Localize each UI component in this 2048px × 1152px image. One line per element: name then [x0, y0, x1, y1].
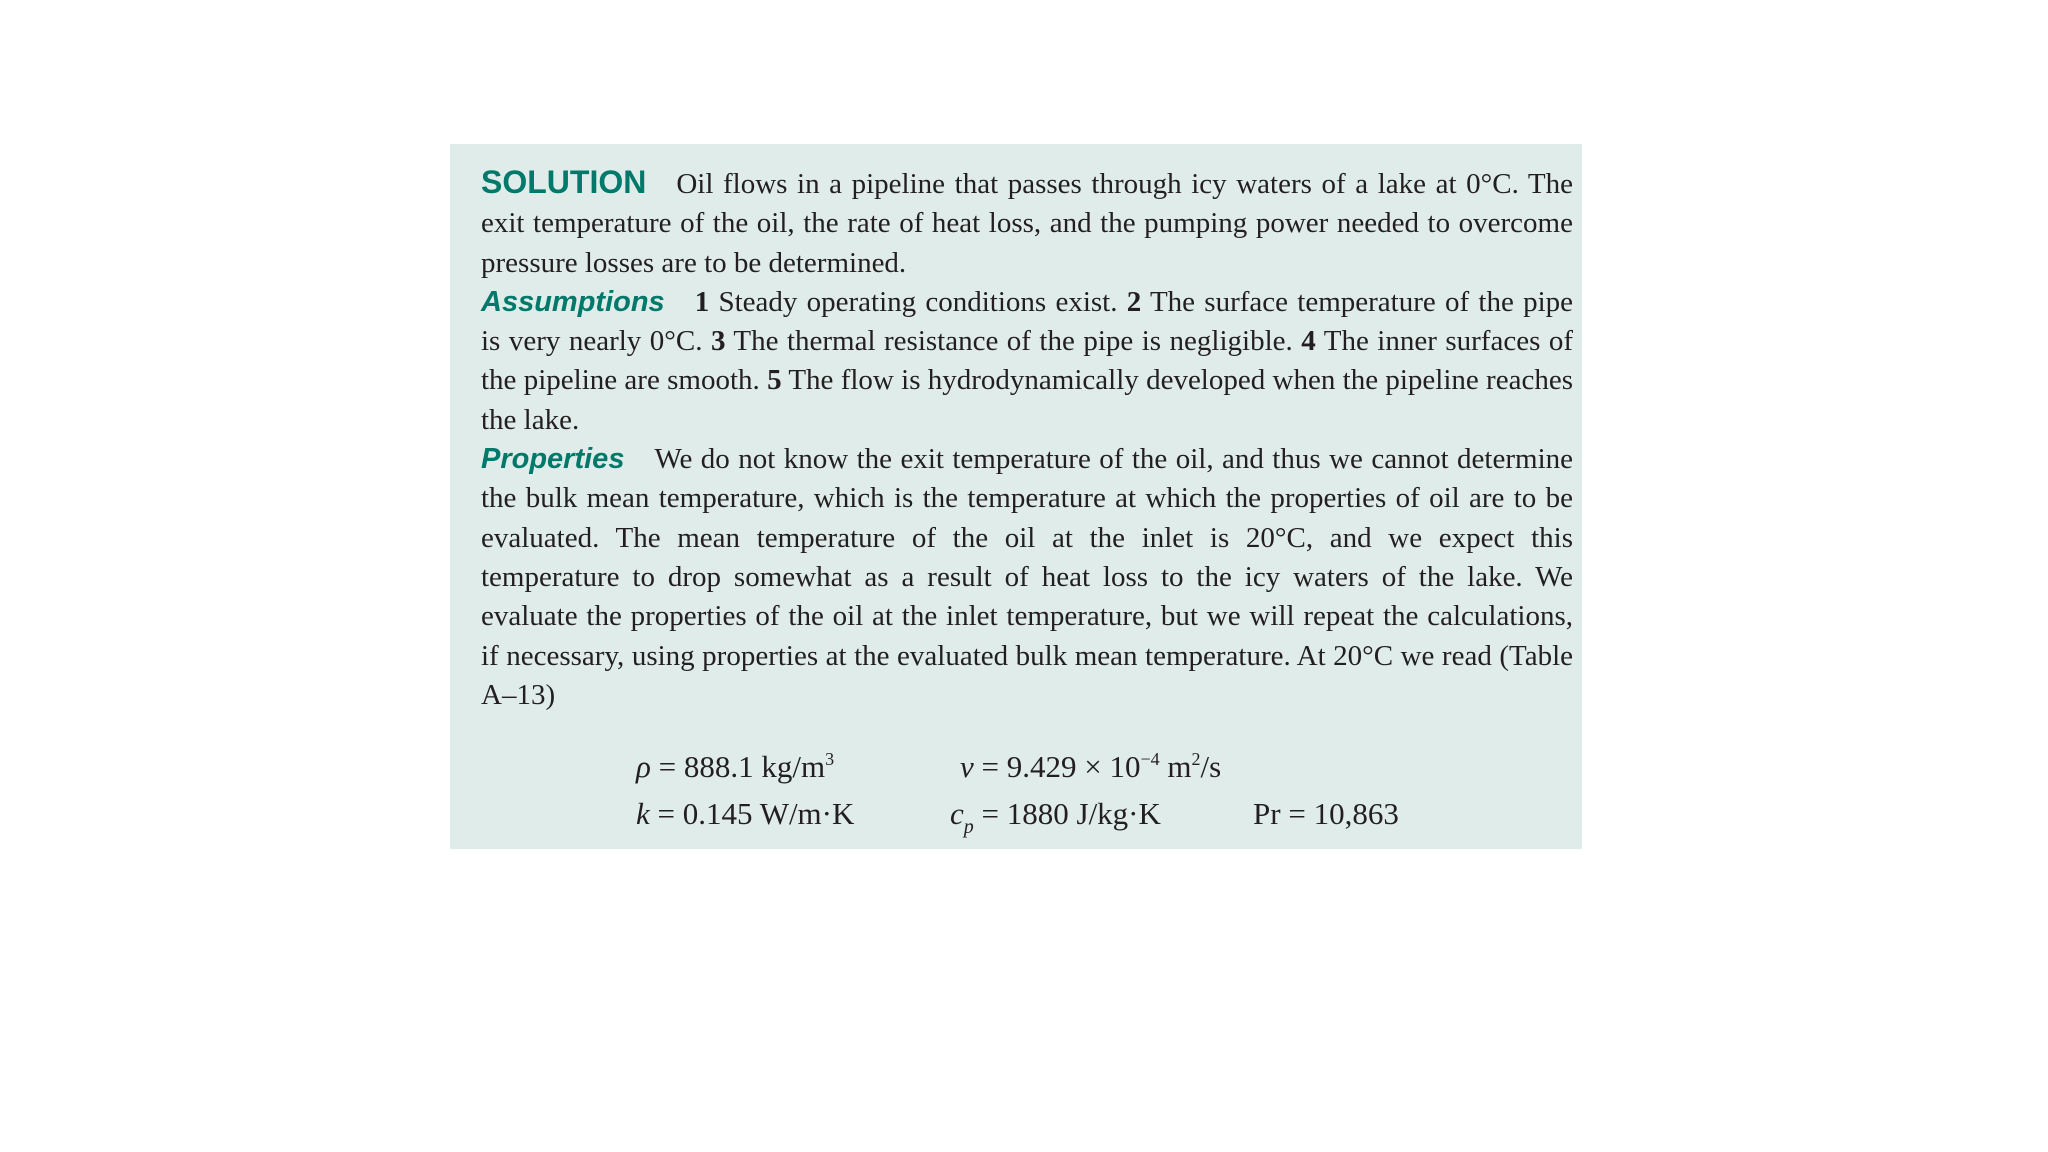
- properties-text: We do not know the exit temperature of the oil, and thus we cannot determine the bulk mean temperature, which is the temperature at which the properties of oil are to be evaluated. The mean temperature of the oil at the inlet is 20°C, and we expect this temperature to drop somewhat as a result of heat loss to the icy waters of the lake. We evaluate the properties of the oil at the inlet temperature, but we will repeat the calculations, if necessary, using properties at the evaluated bulk mean temperature. At 20°C we read (Table A–13): [481, 443, 1573, 711]
- solution-text: Oil flows in a pipeline that passes through icy waters of a lake at 0°C. The exit temperature of the oil, the rate of heat loss, and the pumping power needed to overcome pressure losses are to be determined.: [481, 168, 1573, 279]
- assumption-number: 5: [767, 364, 782, 397]
- density-value: 888.1 kg/m: [683, 749, 826, 784]
- specific-heat-subscript: p: [963, 816, 974, 838]
- assumption-number: 4: [1301, 325, 1316, 358]
- assumption-number: 3: [710, 325, 726, 358]
- viscosity-unit-tail: /s: [1200, 749, 1222, 784]
- assumption-text: The flow is hydrodynamically developed when the pipeline reaches the lake.: [481, 364, 1573, 436]
- solution-text-block: [481, 163, 1573, 715]
- assumption-number: 2: [1126, 285, 1142, 318]
- specific-heat-symbol: c: [950, 796, 964, 831]
- prandtl-equation: Pr = 10,863: [1253, 796, 1399, 831]
- properties-heading: Properties: [481, 443, 625, 476]
- solution-paragraph: [481, 163, 1573, 283]
- assumption-number: 1: [694, 285, 710, 318]
- conductivity-equation: k = 0.145 W/m·K: [636, 796, 855, 831]
- conductivity-symbol: k: [636, 796, 650, 831]
- viscosity-symbol: ν: [960, 749, 974, 784]
- specific-heat-value: 1880 J/kg·K: [1006, 796, 1161, 831]
- assumption-text: The thermal resistance of the pipe is negligible.: [733, 325, 1293, 358]
- assumption-text: Steady operating conditions exist.: [718, 285, 1118, 318]
- conductivity-value: 0.145 W/m·K: [682, 796, 855, 831]
- prandtl-value: 10,863: [1313, 796, 1399, 831]
- viscosity-value: 9.429 × 10: [1006, 749, 1141, 784]
- viscosity-equation: $\nu = 9.429 \times 10^{-4}$ $m^2/s$: [960, 749, 1222, 784]
- assumptions-heading: Assumptions: [481, 285, 665, 318]
- viscosity-unit: m: [1167, 749, 1192, 784]
- viscosity-exponent: −4: [1140, 749, 1160, 769]
- specific-heat-equation: $c_p = 1880$ J/kg·K: [950, 796, 1161, 838]
- density-equation: ρ = 888.1 $kg/m^3$: [636, 749, 835, 784]
- assumption-text: The inner surfaces of the pipeline are smooth.: [481, 325, 1573, 397]
- density-exponent: 3: [825, 749, 835, 769]
- properties-paragraph: [481, 440, 1573, 715]
- solution-box: [450, 144, 1582, 849]
- assumption-text: The surface temperature of the pipe is very nearly 0°C.: [481, 285, 1573, 358]
- viscosity-unit-exponent: 2: [1191, 749, 1201, 769]
- assumptions-paragraph: [481, 283, 1573, 440]
- prandtl-symbol: Pr: [1253, 796, 1281, 831]
- solution-heading: SOLUTION: [481, 164, 647, 200]
- density-symbol: ρ: [636, 749, 651, 784]
